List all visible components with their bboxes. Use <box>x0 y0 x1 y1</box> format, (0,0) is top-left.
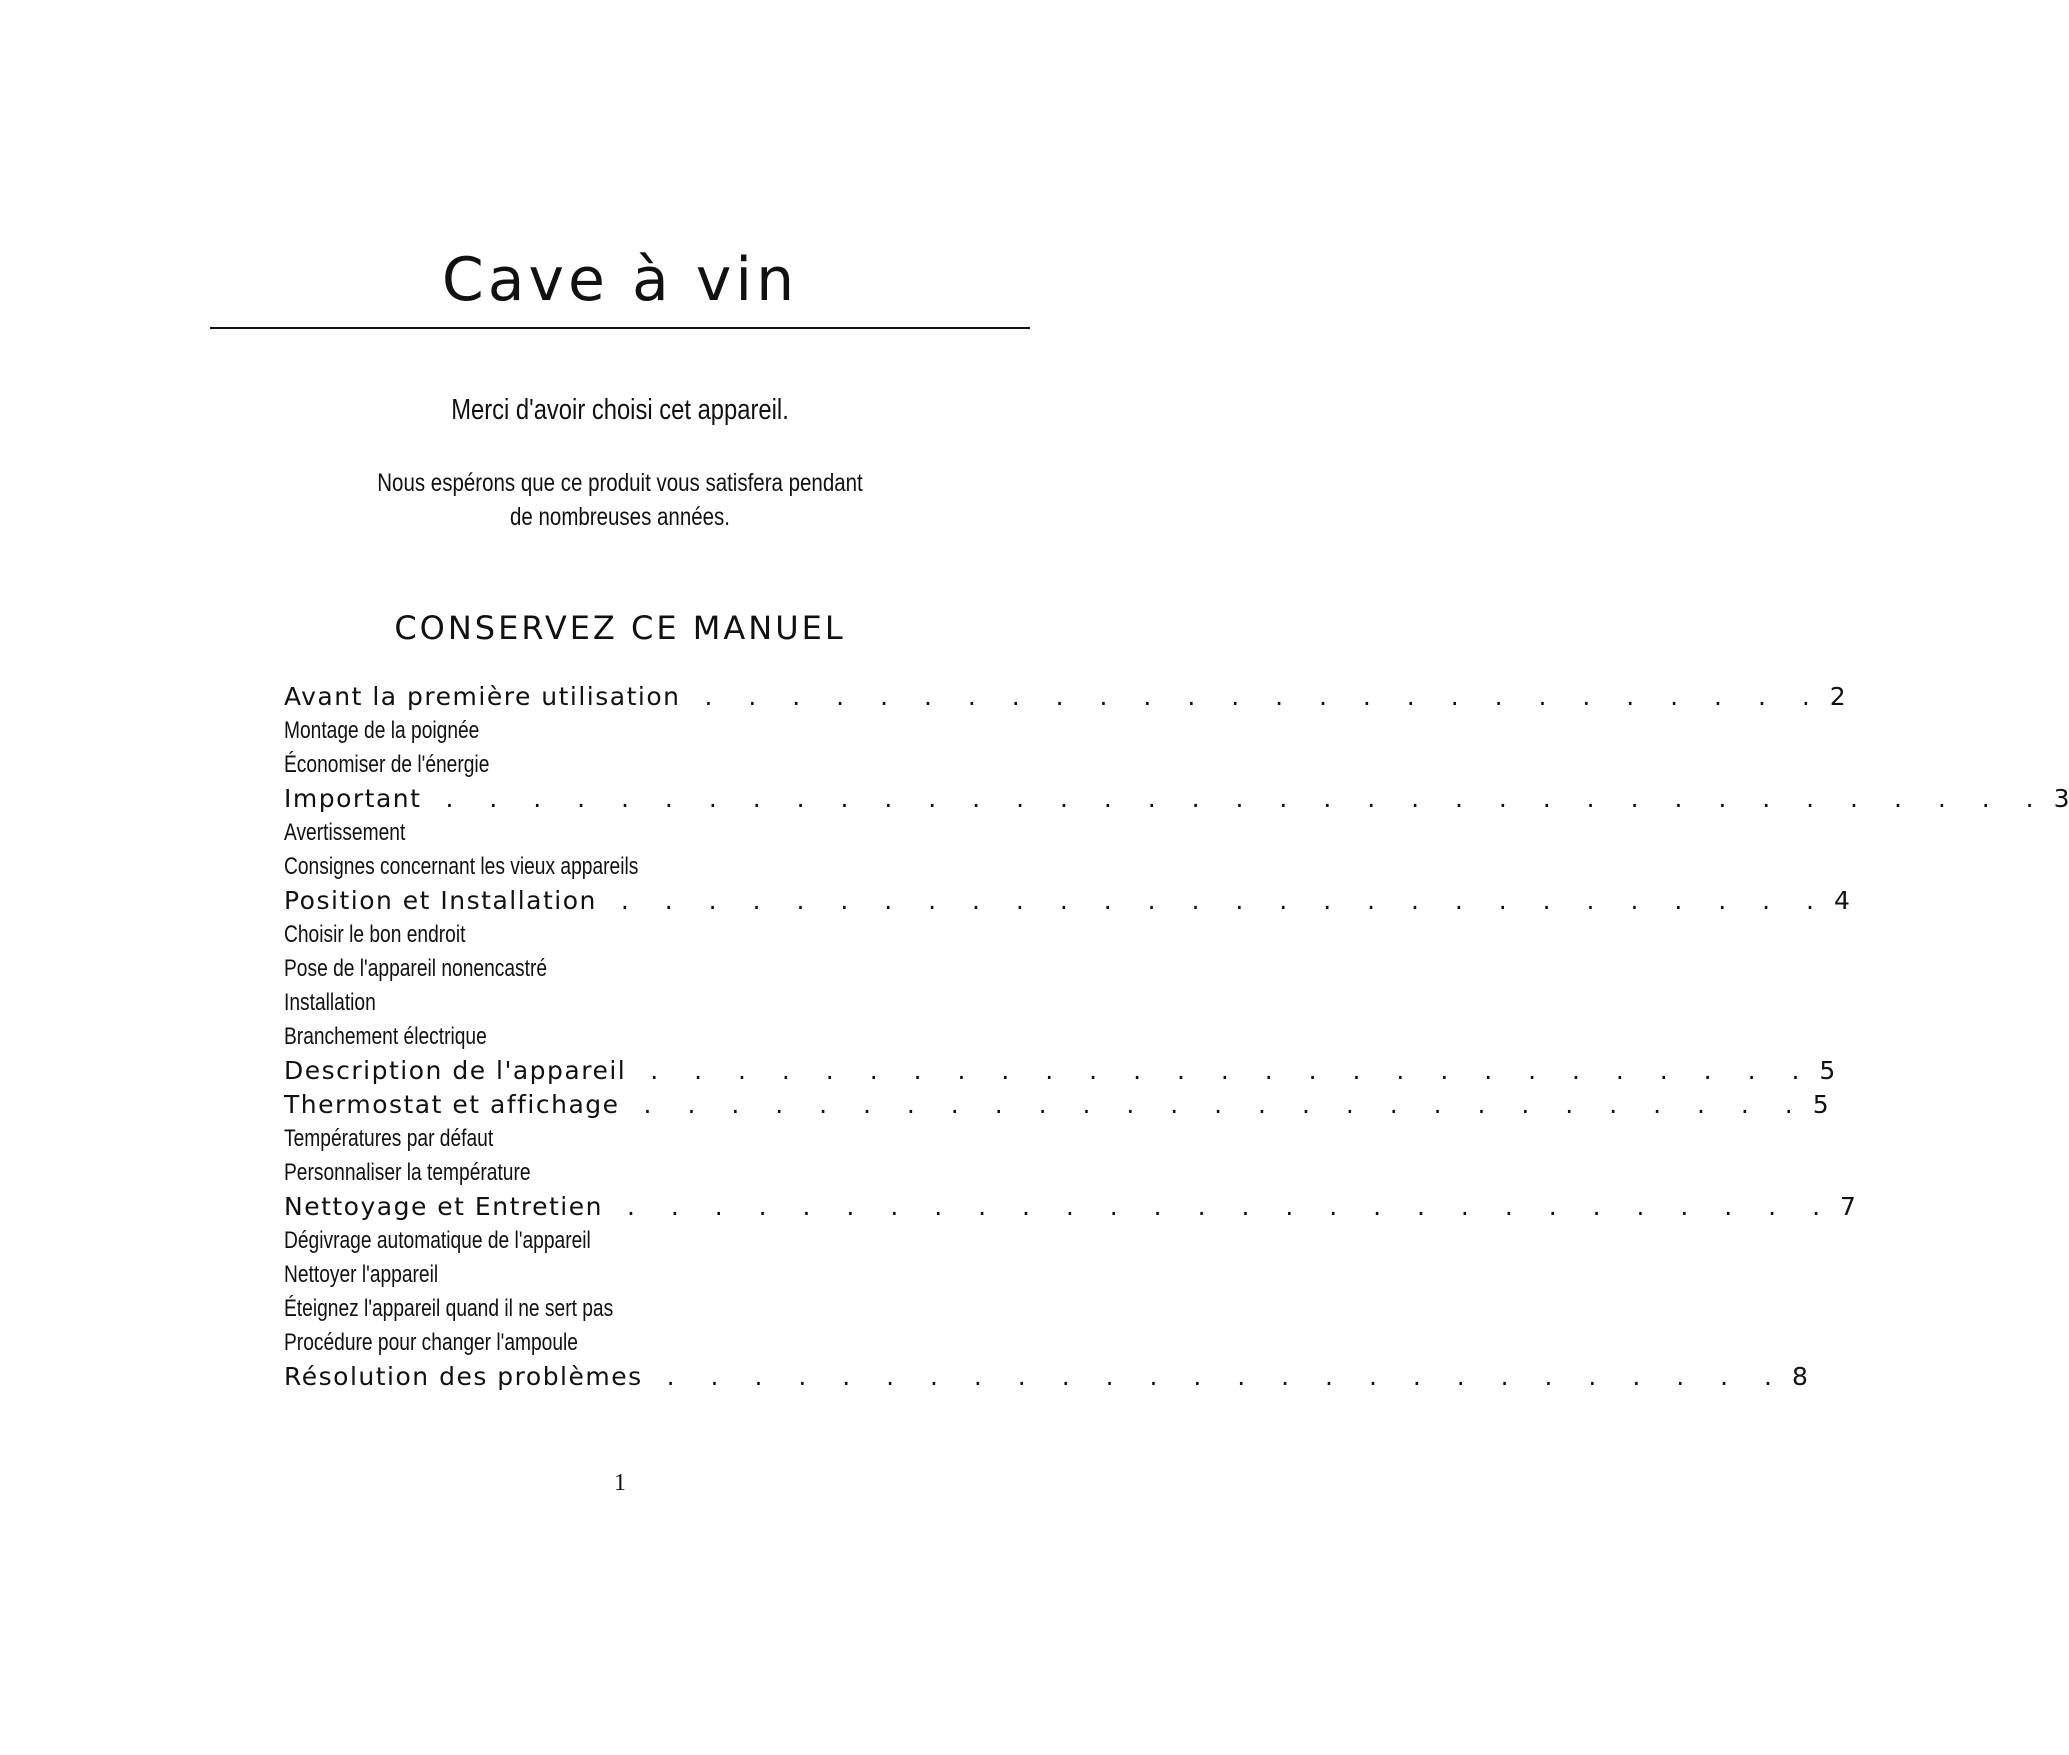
toc-subsection-label: Pose de l'appareil nonencastré <box>284 955 548 982</box>
toc-section[interactable] <box>284 1054 1836 1088</box>
toc-leader-dots: . . . . . . . . . . . . . . . . . . . . . . . . . . . . . . . . . . . . . <box>445 784 2048 813</box>
toc-section[interactable] <box>284 1360 1808 1394</box>
toc-subsection-label: Dégivrage automatique de l'appareil <box>284 1227 591 1254</box>
page-number: 1 <box>614 1470 626 1496</box>
toc-subsection-label: Consignes concernant les vieux appareils <box>284 853 639 880</box>
document-title: Cave à vin <box>441 245 799 315</box>
toc-page-number: 5 <box>1812 1090 1829 1119</box>
toc-leader-dots: . . . . . . . . . . . . . . . . . . . . . . . . . . <box>666 1362 1786 1391</box>
toc-subsection-label: Procédure pour changer l'ampoule <box>284 1329 578 1356</box>
toc-section-label: Avant la première utilisation <box>284 682 681 711</box>
toc-subsection-label: Économiser de l'énergie <box>284 751 490 778</box>
toc-subsection[interactable] <box>284 816 944 850</box>
toc-subsection-label: Nettoyer l'appareil <box>284 1261 439 1288</box>
toc-subsection[interactable] <box>284 714 944 748</box>
toc-section-label: Résolution des problèmes <box>284 1362 643 1391</box>
toc-section-label: Nettoyage et Entretien <box>284 1192 603 1221</box>
toc-leader-dots: . . . . . . . . . . . . . . . . . . . . . . . . . . . . <box>626 1192 1835 1221</box>
toc-leader-dots: . . . . . . . . . . . . . . . . . . . . . . . . . . . . <box>620 886 1828 915</box>
table-of-contents <box>284 680 2069 1394</box>
toc-subsection[interactable] <box>284 986 944 1020</box>
toc-page-number: 8 <box>1791 1362 1808 1391</box>
toc-subsection-label: Montage de la poignée <box>284 717 480 744</box>
toc-leader-dots: . . . . . . . . . . . . . . . . . . . . . . . . . . <box>704 682 1824 711</box>
toc-subsection[interactable] <box>284 1020 944 1054</box>
toc-subsection[interactable] <box>284 748 944 782</box>
hope-line-2: de nombreuses années. <box>510 503 730 531</box>
toc-subsection[interactable] <box>284 1224 944 1258</box>
toc-page-number: 3 <box>2053 784 2069 813</box>
toc-subsection[interactable] <box>284 1326 944 1360</box>
toc-page-number: 5 <box>1819 1056 1836 1085</box>
keep-manual-heading: CONSERVEZ CE MANUEL <box>394 609 846 647</box>
toc-subsection-label: Branchement électrique <box>284 1023 487 1050</box>
toc-subsection[interactable] <box>284 1258 944 1292</box>
toc-section[interactable] <box>284 1088 1829 1122</box>
toc-leader-dots: . . . . . . . . . . . . . . . . . . . . . . . . . . . <box>650 1056 1814 1085</box>
toc-section[interactable] <box>284 1190 1856 1224</box>
toc-leader-dots: . . . . . . . . . . . . . . . . . . . . . . . . . . . <box>643 1090 1807 1119</box>
toc-subsection[interactable] <box>284 952 944 986</box>
toc-subsection[interactable] <box>284 1292 944 1326</box>
toc-page-number: 4 <box>1833 886 1850 915</box>
toc-section[interactable] <box>284 884 1850 918</box>
hope-message <box>284 466 956 534</box>
toc-subsection-label: Choisir le bon endroit <box>284 921 466 948</box>
toc-section-label: Position et Installation <box>284 886 597 915</box>
toc-section-label: Thermostat et affichage <box>284 1090 620 1119</box>
toc-page-number: 2 <box>1829 682 1846 711</box>
title-divider <box>210 327 1030 329</box>
thanks-message: Merci d'avoir choisi cet appareil. <box>451 394 789 426</box>
toc-subsection[interactable] <box>284 1156 944 1190</box>
toc-subsection-label: Personnaliser la température <box>284 1159 531 1186</box>
toc-subsection-label: Éteignez l'appareil quand il ne sert pas <box>284 1295 614 1322</box>
toc-subsection[interactable] <box>284 850 944 884</box>
toc-section-label: Important <box>284 784 422 813</box>
toc-page-number: 7 <box>1840 1192 1856 1221</box>
toc-subsection-label: Installation <box>284 989 376 1016</box>
toc-section[interactable] <box>284 782 2069 816</box>
toc-subsection[interactable] <box>284 1122 944 1156</box>
toc-subsection-label: Températures par défaut <box>284 1125 494 1152</box>
hope-line-1: Nous espérons que ce produit vous satisfera pendant <box>377 469 863 497</box>
toc-section[interactable] <box>284 680 1846 714</box>
toc-section-label: Description de l'appareil <box>284 1056 627 1085</box>
toc-subsection[interactable] <box>284 918 944 952</box>
toc-subsection-label: Avertissement <box>284 819 406 846</box>
